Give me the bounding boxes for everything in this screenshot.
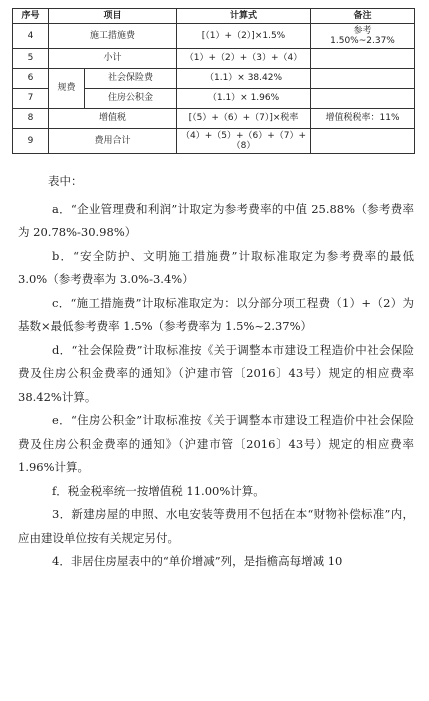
header-no: 序号	[13, 9, 49, 24]
row-formula: [（1）+（2）]×1.5%	[177, 24, 311, 49]
row-formula-line1: （4）+（5）+（6）+（7）+	[180, 130, 307, 141]
table-row	[13, 49, 415, 69]
row-note	[311, 49, 415, 69]
header-item: 项目	[49, 9, 177, 24]
row-formula-line2: （8）	[231, 141, 256, 151]
row-note	[311, 129, 415, 154]
note-paragraph-f: f．税金税率统一按增值税 11.00%计算。	[52, 483, 265, 498]
row-note-top: 参考	[353, 25, 372, 36]
note-paragraph-a: a．“企业管理费和利润”计取定为参考费率的中值 25.88%（参考费率为 20.78%-30.98%）	[18, 201, 414, 239]
row-note-bottom: 1.50%~2.37%	[330, 36, 395, 46]
notes-body	[18, 170, 414, 574]
note-paragraph-d: d．“社会保险费”计取标准按《关于调整本市建设工程造价中社会保险费及住房公积金费率的通知》（沪建市管〔2016〕43号）规定的相应费率 38.42%计算。	[18, 342, 414, 404]
notes-heading: 表中：	[48, 174, 83, 188]
note-paragraph-3: 3．新建房屋的申照、水电安装等费用不包括在本“财物补偿标准”内，应由建设单位按有关规定另付。	[18, 507, 414, 545]
row-formula: （1）+（2）+（3）+（4）	[177, 49, 311, 69]
row-note: 增值税税率：11%	[311, 109, 415, 129]
row-note	[311, 69, 415, 89]
row-no: 9	[13, 129, 49, 154]
row-note	[311, 24, 415, 49]
row-item: 住房公积金	[85, 89, 177, 109]
table-header-row	[13, 9, 415, 24]
row-no: 8	[13, 109, 49, 129]
header-note: 备注	[311, 9, 415, 24]
note-paragraph-e: e．“住房公积金”计取标准按《关于调整本市建设工程造价中社会保险费及住房公积金费率的通知》（沪建市管〔2016〕43号）规定的相应费率 1.96%计算。	[18, 413, 414, 474]
row-formula: （1.1）× 38.42%	[177, 69, 311, 89]
row-note	[311, 89, 415, 109]
row-formula: [（5）+（6）+（7）]×税率	[177, 109, 311, 129]
row-item: 费用合计	[49, 129, 177, 154]
note-paragraph-c: c．“施工措施费”计取标准取定为：以分部分项工程费（1）+（2）为基数×最低参考费率 1.5%（参考费率为 1.5%~2.37%）	[18, 295, 414, 333]
row-formula	[177, 129, 311, 154]
row-no: 6	[13, 69, 49, 89]
row-item: 小计	[49, 49, 177, 69]
row-group-label: 规费	[49, 69, 85, 109]
table-row	[13, 69, 415, 89]
row-no: 7	[13, 89, 49, 109]
table-row	[13, 129, 415, 154]
row-item: 增值税	[49, 109, 177, 129]
row-item: 施工措施费	[49, 24, 177, 49]
header-formula: 计算式	[177, 9, 311, 24]
row-no: 4	[13, 24, 49, 49]
row-formula: （1.1）× 1.96%	[177, 89, 311, 109]
row-item: 社会保险费	[85, 69, 177, 89]
note-paragraph-b: b．“安全防护、文明施工措施费”计取标准取定为参考费率的最低 3.0%（参考费率为 3.0%-3.4%）	[18, 248, 414, 286]
cost-table	[12, 8, 415, 154]
note-paragraph-4: 4．非居住房屋表中的“单价增减”列，是指檐高每增减 10	[52, 554, 343, 568]
table-row	[13, 24, 415, 49]
table-row	[13, 109, 415, 129]
row-no: 5	[13, 49, 49, 69]
